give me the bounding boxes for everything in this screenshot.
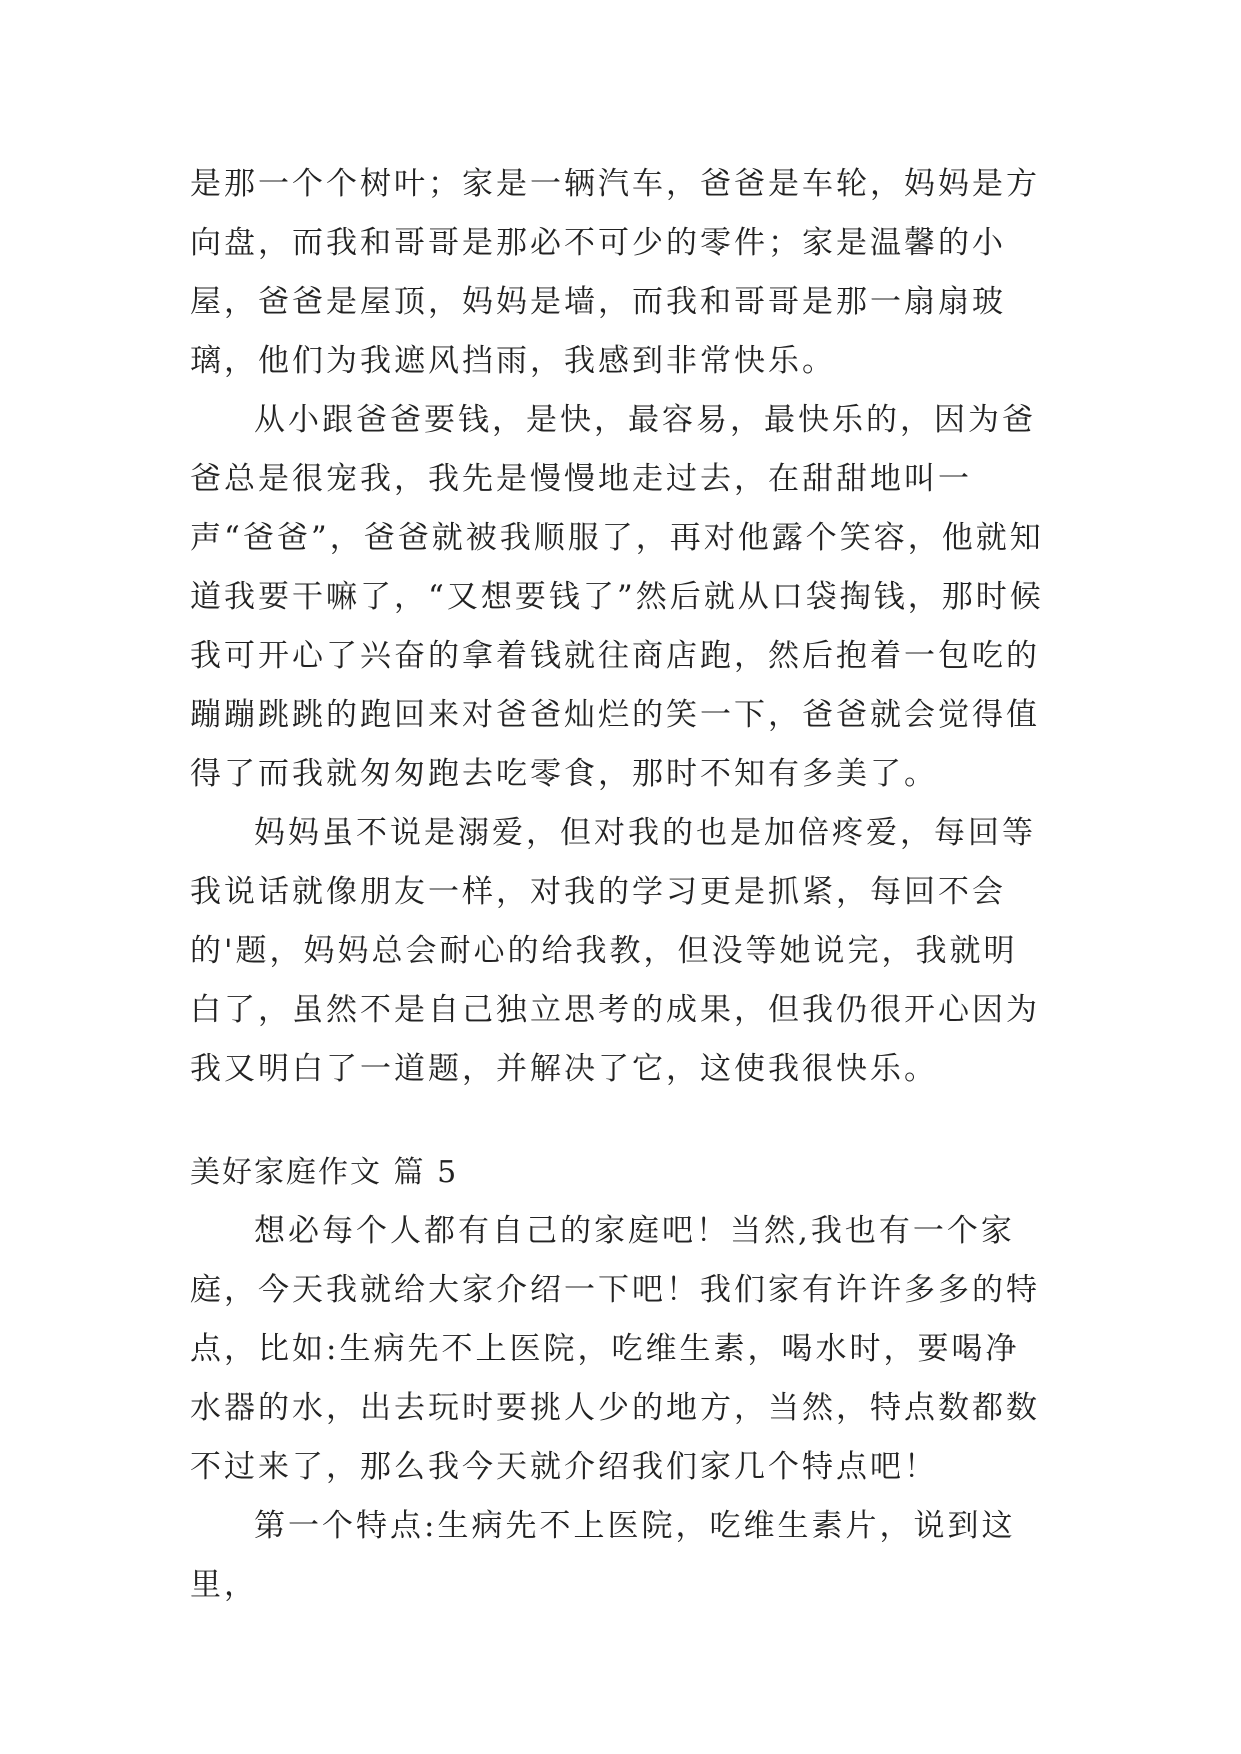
paragraph-family-metaphor: 是那一个个树叶；家是一辆汽车，爸爸是车轮，妈妈是方向盘，而我和哥哥是那必不可少的零件；家是温馨的小屋，爸爸是屋顶，妈妈是墙，而我和哥哥是那一扇扇玻璃，他们为我遮风挡雨，我感到非常快乐。	[190, 166, 1040, 379]
paragraph-dad-money: 从小跟爸爸要钱，是快，最容易，最快乐的，因为爸爸总是很宠我，我先是慢慢地走过去，在甜甜地叫一声“爸爸”，爸爸就被我顺服了，再对他露个笑容，他就知道我要干嘛了，“又想要钱了”然后就从口袋掏钱，那时候我可开心了兴奋的拿着钱就往商店跑，然后抱着一包吃的蹦蹦跳跳的跑回来对爸爸灿烂的笑一下，爸爸就会觉得值得了而我就匆匆跑去吃零食，那时不知有多美了。	[190, 402, 1044, 792]
section-heading: 美好家庭作文 篇 5	[190, 1155, 459, 1190]
paragraph-first-feature: 第一个特点:生病先不上医院，吃维生素片，说到这里，	[190, 1508, 1016, 1603]
document-body	[190, 155, 1050, 1615]
paragraph-family-intro: 想必每个人都有自己的家庭吧！当然,我也有一个家庭，今天我就给大家介绍一下吧！我们家有许许多多的特点，比如:生病先不上医院，吃维生素，喝水时，要喝净水器的水，出去玩时要挑人少的地方，当然，特点数都数不过来了，那么我今天就介绍我们家几个特点吧！	[190, 1213, 1040, 1485]
paragraph-mom-study: 妈妈虽不说是溺爱，但对我的也是加倍疼爱，每回等我说话就像朋友一样，对我的学习更是抓紧，每回不会的'题，妈妈总会耐心的给我教，但没等她说完，我就明白了，虽然不是自己独立思考的成果，但我仍很开心因为我又明白了一道题，并解决了它，这使我很快乐。	[190, 815, 1040, 1087]
